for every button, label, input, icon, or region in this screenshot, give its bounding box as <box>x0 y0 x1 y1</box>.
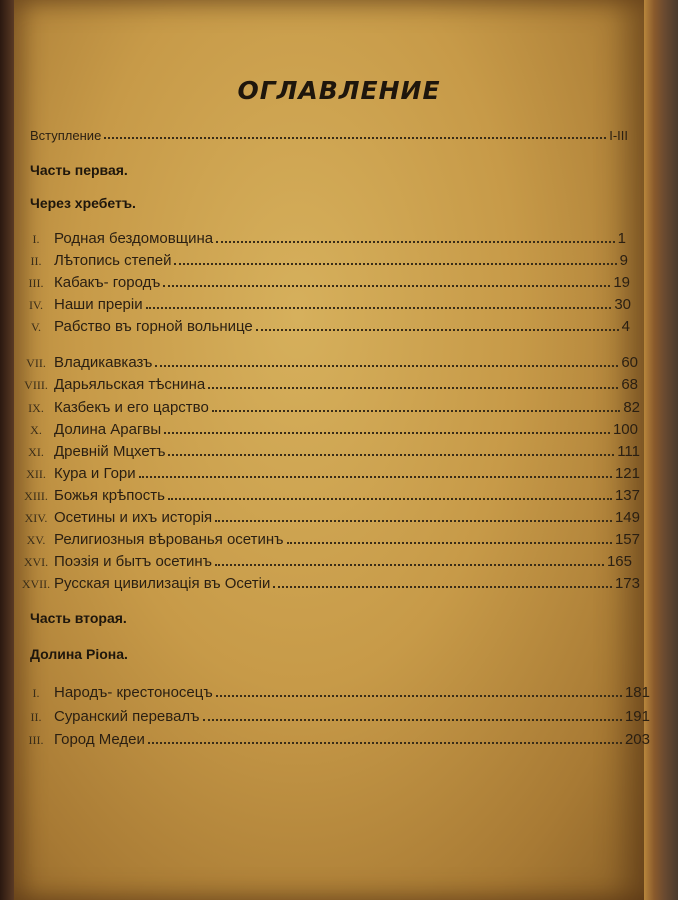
dot-leader <box>155 365 618 367</box>
toc-entry-page: 30 <box>614 296 631 313</box>
toc-entry-label: Владикавказъ <box>54 354 153 371</box>
toc-entry-page: 157 <box>614 531 640 548</box>
toc-entry <box>18 274 630 291</box>
dot-leader <box>168 454 614 456</box>
toc-entry <box>18 708 650 725</box>
toc-entry <box>18 465 640 482</box>
toc-entry <box>18 509 640 526</box>
toc-entry <box>18 230 626 247</box>
toc-entry-label: Кура и Гори <box>54 465 136 482</box>
dot-leader <box>215 520 612 522</box>
chapter-number: XIV. <box>24 511 48 525</box>
part-heading: Часть вторая. <box>30 610 127 626</box>
chapter-number: II. <box>30 254 42 268</box>
toc-entry-page: 149 <box>614 509 640 526</box>
toc-entry-page: 121 <box>614 465 640 482</box>
toc-entry <box>18 487 640 504</box>
dot-leader <box>256 329 619 331</box>
dot-leader <box>216 241 615 243</box>
dot-leader <box>212 410 620 412</box>
dot-leader <box>148 742 622 744</box>
toc-entry <box>18 531 640 548</box>
toc-entry <box>18 399 640 416</box>
toc-entry-label: Город Медеи <box>54 731 145 748</box>
dot-leader <box>104 137 606 139</box>
toc-entry-label: Русская цивилизація въ Осетіи <box>54 575 271 592</box>
chapter-number: X. <box>30 423 42 437</box>
toc-entry <box>18 575 640 592</box>
toc-entry <box>18 553 632 570</box>
dot-leader <box>139 476 612 478</box>
toc-entry-page: 203 <box>624 731 650 748</box>
toc-entry-page: 82 <box>623 399 640 416</box>
toc-entry-label: Лѣтопись степей <box>54 252 172 269</box>
toc-entry-label: Рабство въ горной вольнице <box>54 318 253 335</box>
chapter-number: III. <box>28 276 44 290</box>
toc-entry <box>18 443 640 460</box>
toc-entry-label: Долина Арагвы <box>54 421 162 438</box>
toc-entry <box>18 731 650 748</box>
dot-leader <box>174 263 616 265</box>
chapter-number: VII. <box>26 356 46 370</box>
chapter-number: I. <box>32 686 40 700</box>
toc-entry-page: 68 <box>621 376 638 393</box>
dot-leader <box>146 307 612 309</box>
toc-entry-page: 181 <box>624 684 650 701</box>
chapter-number: XII. <box>26 467 46 481</box>
chapter-number: IX. <box>28 401 44 415</box>
toc-entry-page: 100 <box>612 421 638 438</box>
dot-leader <box>164 432 610 434</box>
toc-entry-page: 9 <box>619 252 628 269</box>
chapter-number: XI. <box>28 445 44 459</box>
dot-leader <box>216 695 622 697</box>
toc-entry-label: Религиозныя вѣрованья осетинъ <box>54 531 284 548</box>
dot-leader <box>163 285 610 287</box>
chapter-number: III. <box>28 733 44 747</box>
chapter-number: IV. <box>28 298 44 312</box>
toc-entry <box>18 421 638 438</box>
toc-entry-label: Суранский перевалъ <box>54 708 200 725</box>
toc-entry-label: Древній Мцхетъ <box>54 443 166 460</box>
toc-entry-label: Наши преріи <box>54 296 143 313</box>
chapter-number: XVI. <box>23 555 49 569</box>
dot-leader <box>273 586 612 588</box>
toc-entry-label: Казбекъ и его царство <box>54 399 209 416</box>
toc-entry-page: 4 <box>621 318 630 335</box>
toc-entry-label: Осетины и ихъ исторія <box>54 509 213 526</box>
part-heading: Часть первая. <box>30 162 128 178</box>
dot-leader <box>168 498 612 500</box>
chapter-number: XVII. <box>21 577 51 591</box>
chapter-number: VIII. <box>24 378 48 392</box>
toc-entry-intro <box>30 128 628 143</box>
toc-entry-page: 165 <box>606 553 632 570</box>
toc-entry-label: Вступление <box>30 128 102 143</box>
toc-entry <box>18 318 630 335</box>
dot-leader <box>208 387 618 389</box>
toc-entry-label: Поэзія и бытъ осетинъ <box>54 553 213 570</box>
chapter-number: II. <box>30 710 42 724</box>
toc-entry-page: 173 <box>614 575 640 592</box>
toc-entry-label: Дарьяльская тѣснина <box>54 376 206 393</box>
toc-entry-page: 60 <box>621 354 638 371</box>
toc-entry <box>18 376 638 393</box>
part-subheading: Долина Ріона. <box>30 646 128 662</box>
page-title: ОГЛАВЛЕНИЕ <box>237 76 441 105</box>
toc-entry-label: Родная бездомовщина <box>54 230 214 247</box>
toc-entry-label: Божья крѣпость <box>54 487 165 504</box>
toc-entry-page: 111 <box>617 443 640 460</box>
toc-entry <box>18 684 650 701</box>
dot-leader <box>203 719 622 721</box>
part-subheading: Через хребетъ. <box>30 195 136 211</box>
toc-entry-page: 19 <box>613 274 630 291</box>
dot-leader <box>215 564 604 566</box>
chapter-number: XV. <box>26 533 46 547</box>
toc-entry-label: Народъ- крестоносецъ <box>54 684 213 701</box>
toc-entry <box>18 354 638 371</box>
toc-entry-page: 137 <box>614 487 640 504</box>
toc-entry-label: Кабакъ- городъ <box>54 274 161 291</box>
chapter-number: I. <box>32 232 40 246</box>
dot-leader <box>287 542 612 544</box>
toc-entry-page: 191 <box>624 708 650 725</box>
toc-entry <box>18 296 631 313</box>
toc-entry <box>18 252 628 269</box>
toc-entry-page: I-III <box>609 128 628 143</box>
chapter-number: XIII. <box>24 489 48 503</box>
toc-entry-page: 1 <box>617 230 626 247</box>
chapter-number: V. <box>30 320 42 334</box>
